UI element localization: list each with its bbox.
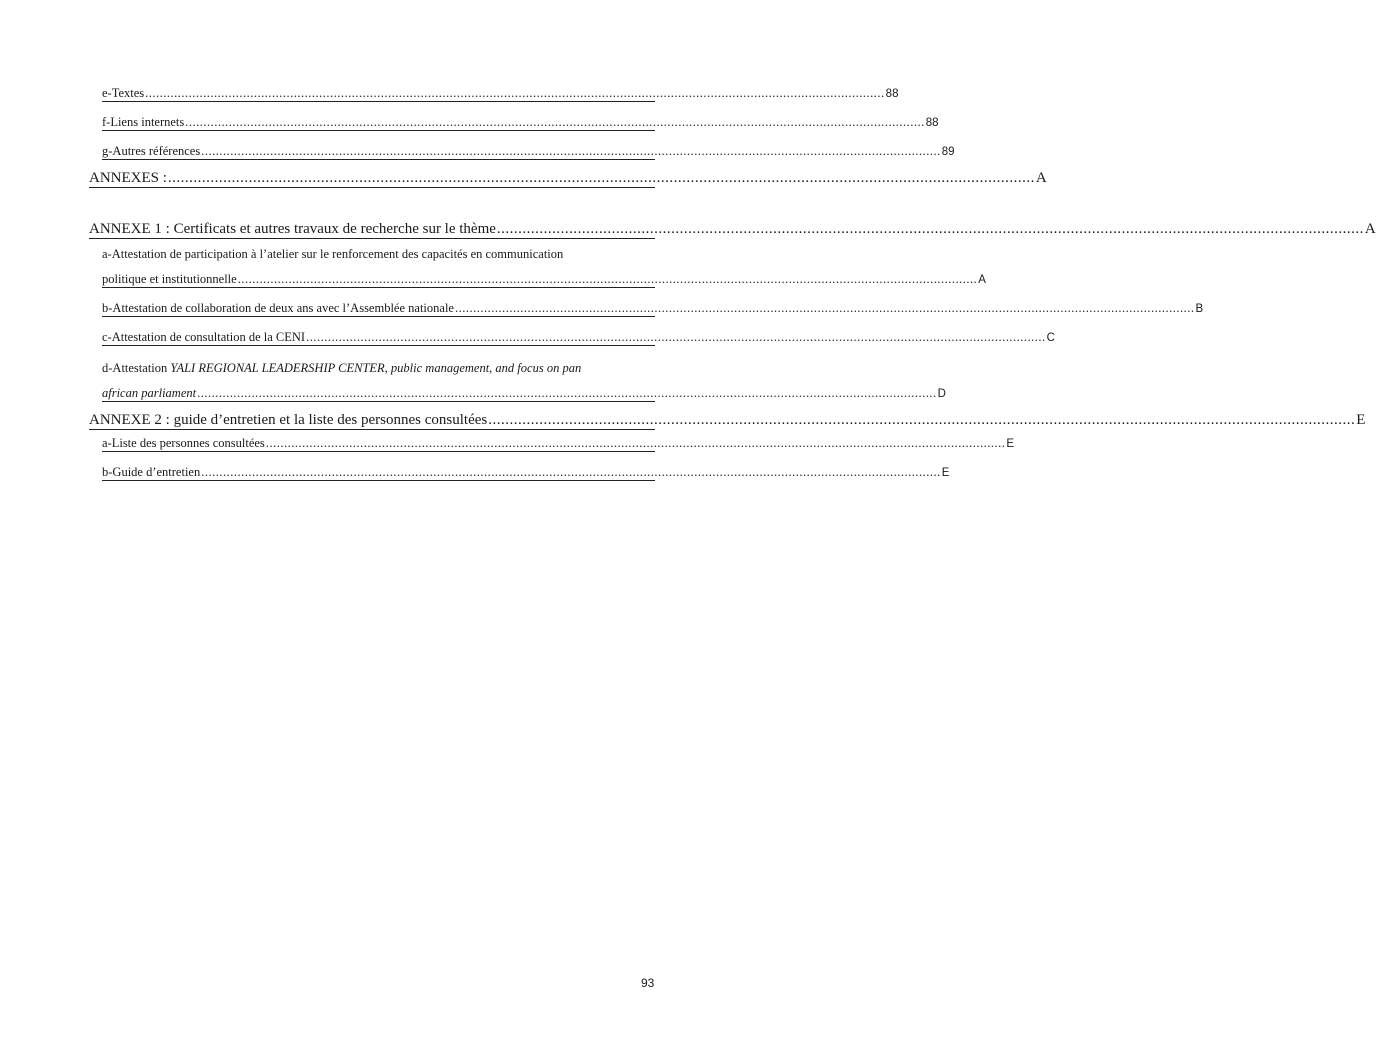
toc-entry-autres-references[interactable]: g-Autres références ............................................................................................................................................................................................................ 89 [102, 144, 955, 158]
toc-entry-page: A [1035, 170, 1047, 186]
toc-entry-label-italic-line2: african parliament [102, 386, 197, 400]
toc-entry-attestation-ceni[interactable]: c-Attestation de consultation de la CENI ............................................................................................................................................................................................................ C [102, 330, 1055, 344]
toc-entry-annexe-2[interactable]: ANNEXE 2 : guide d’entretien et la liste des personnes consultées ............................................................................................................................................................................................................ E [89, 412, 1366, 428]
toc-entry-label: g-Autres références [102, 144, 201, 158]
toc-entry-page: 89 [941, 146, 955, 158]
toc-entry-attestation-atelier[interactable]: a-Attestation de participation à l’atelier sur le renforcement des capacités en communication politique et institutionnelle ............................................................................................................................................................................................................ A [102, 247, 986, 286]
toc-entry-label-line2: politique et institutionnelle [102, 272, 237, 286]
toc-entry-guide-entretien[interactable]: b-Guide d’entretien ............................................................................................................................................................................................................ E [102, 465, 950, 479]
toc-entry-page: B [1195, 303, 1204, 315]
table-of-contents [89, 86, 1376, 481]
toc-entry-liens-internets[interactable]: f-Liens internets ............................................................................................................................................................................................................ 88 [102, 115, 939, 129]
toc-entry-label: ANNEXES : [89, 170, 167, 186]
toc-entry-label-line1: a-Attestation de participation à l’atelier sur le renforcement des capacités en communication [102, 247, 564, 261]
toc-entry-page: 88 [925, 117, 939, 129]
toc-entry-attestation-assemblee[interactable]: b-Attestation de collaboration de deux ans avec l’Assemblée nationale ............................................................................................................................................................................................................ B [102, 301, 1204, 315]
toc-entry-page: A [978, 274, 986, 286]
toc-entry-label: a-Liste des personnes consultées [102, 436, 265, 450]
toc-entry-page: E [1356, 412, 1366, 428]
toc-entry-label: c-Attestation de consultation de la CENI [102, 330, 306, 344]
toc-entry-annexe-1[interactable]: ANNEXE 1 : Certificats et autres travaux de recherche sur le thème ............................................................................................................................................................................................................ A [89, 221, 1376, 237]
toc-entry-page: C [1046, 332, 1055, 344]
toc-entry-label-prefix: d-Attestation [102, 361, 171, 375]
page-number: 93 [641, 976, 655, 990]
toc-entry-label-italic: YALI REGIONAL LEADERSHIP CENTER, public management, and focus on pan [170, 361, 582, 375]
toc-entry-page: E [1006, 438, 1014, 450]
toc-entry-e-textes[interactable]: e-Textes ............................................................................................................................................................................................................ 88 [102, 86, 899, 100]
toc-entry-attestation-yali[interactable]: d-Attestation YALI REGIONAL LEADERSHIP CENTER, public management, and focus on pan african parliament ............................................................................................................................................................................................................ D [102, 361, 946, 400]
toc-entry-label: b-Guide d’entretien [102, 465, 201, 479]
toc-entry-annexes[interactable]: ANNEXES : ............................................................................................................................................................................................................ A [89, 170, 1047, 186]
toc-entry-label: f-Liens internets [102, 115, 185, 129]
toc-entry-label: ANNEXE 2 : guide d’entretien et la liste des personnes consultées [89, 412, 488, 428]
toc-entry-page: E [941, 467, 950, 479]
toc-entry-liste-personnes[interactable]: a-Liste des personnes consultées ............................................................................................................................................................................................................ E [102, 436, 1014, 450]
toc-entry-page: A [1364, 221, 1376, 237]
toc-entry-label: b-Attestation de collaboration de deux ans avec l’Assemblée nationale [102, 301, 454, 315]
toc-entry-page: 88 [885, 88, 899, 100]
toc-entry-label: ANNEXE 1 : Certificats et autres travaux de recherche sur le thème [89, 221, 496, 237]
toc-entry-label: e-Textes [102, 86, 145, 100]
toc-entry-page: D [937, 388, 946, 400]
